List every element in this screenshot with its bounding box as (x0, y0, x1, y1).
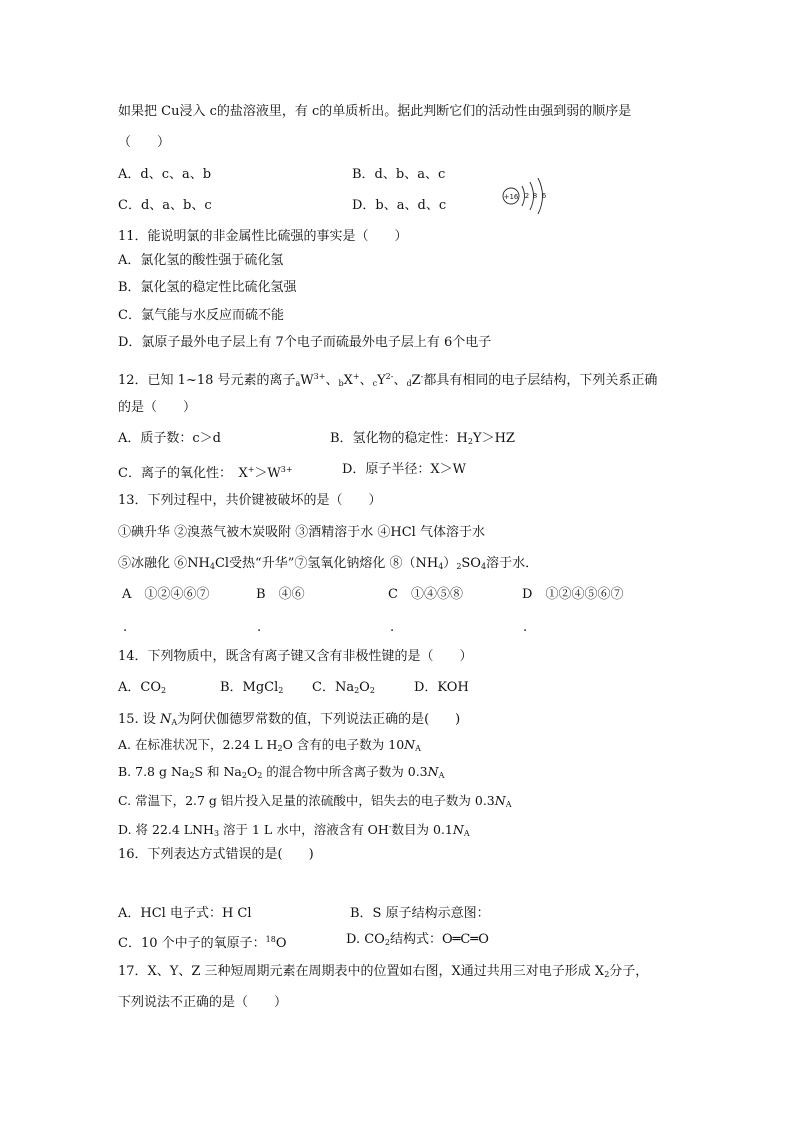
atom-nucleus-label: +16 (503, 193, 519, 201)
q11-option-c: C．氯气能与水反应而硫不能 (118, 308, 284, 323)
q11-option-a: A．氯化氢的酸性强于硫化氢 (118, 253, 284, 268)
q16-stem: 16．下列表达方式错误的是( ) (118, 847, 314, 862)
q17-line2: 下列说法不正确的是（ ） (118, 995, 288, 1010)
q10-option-a: A．d、c、a、b (118, 167, 212, 182)
q10-line: 如果把 Cu浸入 c的盐溶液里，有 c的单质析出。据此判断它们的活动性由强到弱的顺序是 (118, 104, 632, 119)
q16-option-c: C．10 个中子的氧原子：$^{18}$O (118, 935, 287, 951)
q14-option-b: B．MgCl$_2$ (220, 680, 284, 695)
q12-option-a: A．质子数：c＞d (118, 431, 221, 446)
q13-option-a: A ①②④⑥⑦ (122, 587, 210, 602)
q13-option-d: D ①②④⑤⑥⑦ (522, 587, 624, 602)
q12-option-d: D．原子半径：X＞W (342, 462, 467, 477)
q14-option-d: D．KOH (414, 680, 469, 695)
q12-stem: 12．已知 1~18 号元素的离子$_aW^{3+}$、$_b$X+、$_cY^{2-}$、$_d$Z-都具有相同的电子层结构，下列关系正确 (118, 372, 658, 388)
q10-option-c: C．d、a、b、c (118, 198, 212, 213)
q13-option-b-dot: . (257, 620, 262, 635)
q16-option-a: A．HCl 电子式：H Cl (118, 906, 252, 921)
q13-line2: ⑤冰融化 $⑥NH_4Cl$受热“升华”⑦氢氧化钠熔化 $⑧(NH_4)_2SO_4$溶于水． (118, 556, 539, 571)
q12-option-b: B．氢化物的稳定性：$H_2Y>HZ$ (330, 431, 515, 446)
sulfur-atom-diagram-icon (500, 174, 556, 218)
atom-shell-1-label: 2 (524, 192, 530, 200)
q13-option-c-dot: . (390, 620, 395, 635)
q14-stem: 14．下列物质中，既含有离子键又含有非极性键的是（ ） (118, 649, 473, 664)
q15-stem: 15. 设 $N_A$为阿伏伽德罗常数的值，下列说法正确的是( ) (118, 712, 461, 727)
q11-stem: 11．能说明氯的非金属性比硫强的事实是（ ） (118, 229, 408, 244)
q15-option-c: C. 常温下，2.7 g 铝片投入足量的浓硫酸中，铝失去的电子数为 $0.3N_A$ (118, 793, 512, 809)
q13-option-c: C ①④⑤⑧ (388, 587, 463, 602)
q11-option-d: D．氯原子最外电子层上有 7个电子而硫最外电子层上有 6个电子 (118, 335, 492, 350)
atom-shell-3-label: 6 (541, 192, 547, 200)
q12-option-c: C．离子的氧化性： $X^+>W^{3+}$ (118, 465, 293, 481)
q14-option-a: A．$CO_2$ (118, 680, 167, 695)
q14-option-c: C．$Na_2O_2$ (312, 680, 375, 695)
q16-option-d: D. $CO_2$结构式：O═C═O (346, 932, 489, 947)
q15-option-b: B. 7.8 g $Na_2S$ 和 $Na_2O_2$ 的混合物中所含离子数为 $0.3N_A$ (118, 764, 445, 780)
q10-paren: （ ） (118, 135, 171, 150)
q10-option-d: D．b、a、d、c (352, 198, 447, 213)
q11-option-b: B．氯化氢的稳定性比硫化氢强 (118, 280, 297, 295)
q13-option-d-dot: . (523, 620, 528, 635)
q15-option-d: D. 将 22.4 $LNH_3$ 溶于 1 L 水中，溶液含有 OH-数目为 $0.1N_A$ (118, 822, 470, 838)
q15-option-a: A. 在标准状况下，2.24 L $H_2O$ 含有的电子数为 $10N_A$ (118, 737, 421, 753)
atom-shell-2-label: 8 (532, 192, 538, 200)
q16-option-b: B．S 原子结构示意图： (350, 906, 490, 921)
q13-option-a-dot: . (123, 620, 128, 635)
q13-option-b: B ④⑥ (256, 587, 305, 602)
q13-stem: 13．下列过程中，共价键被破坏的是（ ） (118, 493, 382, 508)
q12-line2: 的是（ ） (118, 400, 197, 415)
q13-line1: ①碘升华 ②溴蒸气被木炭吸附 ③酒精溶于水 ④HCl 气体溶于水 (118, 525, 485, 540)
q17-line1: 17．X、Y、Z 三种短周期元素在周期表中的位置如右图，X通过共用三对电子形成 $X_2$分子， (118, 964, 649, 979)
q10-option-b: B．d、b、a、c (352, 167, 446, 182)
